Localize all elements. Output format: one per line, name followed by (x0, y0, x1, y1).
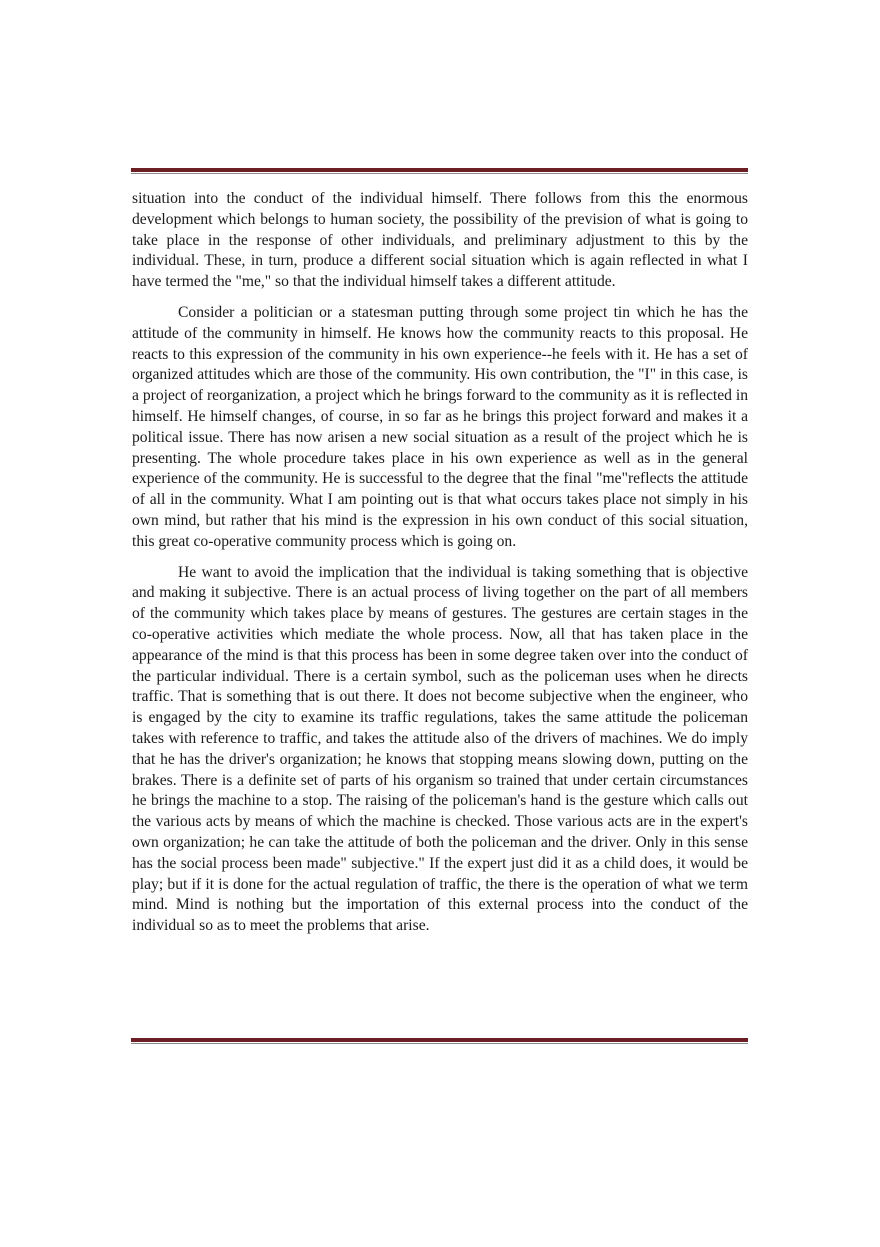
bottom-divider-thick-line (131, 1038, 748, 1042)
paragraph-3: He want to avoid the implication that the individual is taking something that is objective and making it subjective. There is an actual process of living together on the part of all members of the community which takes place by means of gestures. The gestures are certain stages in the co-operative activities which mediate the whole process. Now, all that has taken place in the appearance of the mind is that this process has been in some degree taken over into the conduct of the particular individual. There is a certain symbol, such as the policeman uses when he directs traffic. That is something that is out there. It does not become subjective when the engineer, who is engaged by the city to examine its traffic regulations, takes the same attitude the policeman takes with reference to traffic, and takes the attitude also of the drivers of machines. We do imply that he has the driver's organization; he knows that stopping means slowing down, putting on the brakes. There is a definite set of parts of his organism so trained that under certain circumstances he brings the machine to a stop. The raising of the policeman's hand is the gesture which calls out the various acts by means of which the machine is checked. Those various acts are in the expert's own organization; he can take the attitude of both the policeman and the driver. Only in this sense has the social process been made" subjective." If the expert just did it as a child does, it would be play; but if it is done for the actual regulation of traffic, the there is the operation of what we term mind. Mind is nothing but the importation of this external process into the conduct of the individual so as to meet the problems that arise. (132, 563, 748, 935)
bottom-divider-rule (131, 1038, 748, 1044)
top-divider-thick-line (131, 168, 748, 172)
paragraph-1: situation into the conduct of the individual himself. There follows from this the enormous development which belongs to human society, the possibility of the prevision of what is going to take place in the response of other individuals, and preliminary adjustment to this by the individual. These, in turn, produce a different social situation which is again reflected in what I have termed the "me," so that the individual himself takes a different attitude. (132, 190, 748, 291)
top-divider-rule (131, 168, 748, 174)
bottom-divider-thin-line (131, 1043, 748, 1044)
paragraph-2: Consider a politician or a statesman putting through some project tin which he has the attitude of the community in himself. He knows how the community reacts to this proposal. He reacts to this expression of the community in his own experience--he feels with it. He has a set of organized attitudes which are those of the community. His own contribution, the "I" in this case, is a project of reorganization, a project which he brings forward to the community as it is reflected in himself. He himself changes, of course, in so far as he brings this project forward and makes it a political issue. There has now arisen a new social situation as a result of the project which he is presenting. The whole procedure takes place in his own experience as well as in the general experience of the community. He is successful to the degree that the final "me"reflects the attitude of all in the community. What I am pointing out is that what occurs takes place not simply in his own mind, but rather that his mind is the expression in his own conduct of this social situation, this great co-operative community process which is going on. (132, 303, 748, 550)
top-divider-thin-line (131, 173, 748, 174)
body-text (132, 189, 748, 947)
